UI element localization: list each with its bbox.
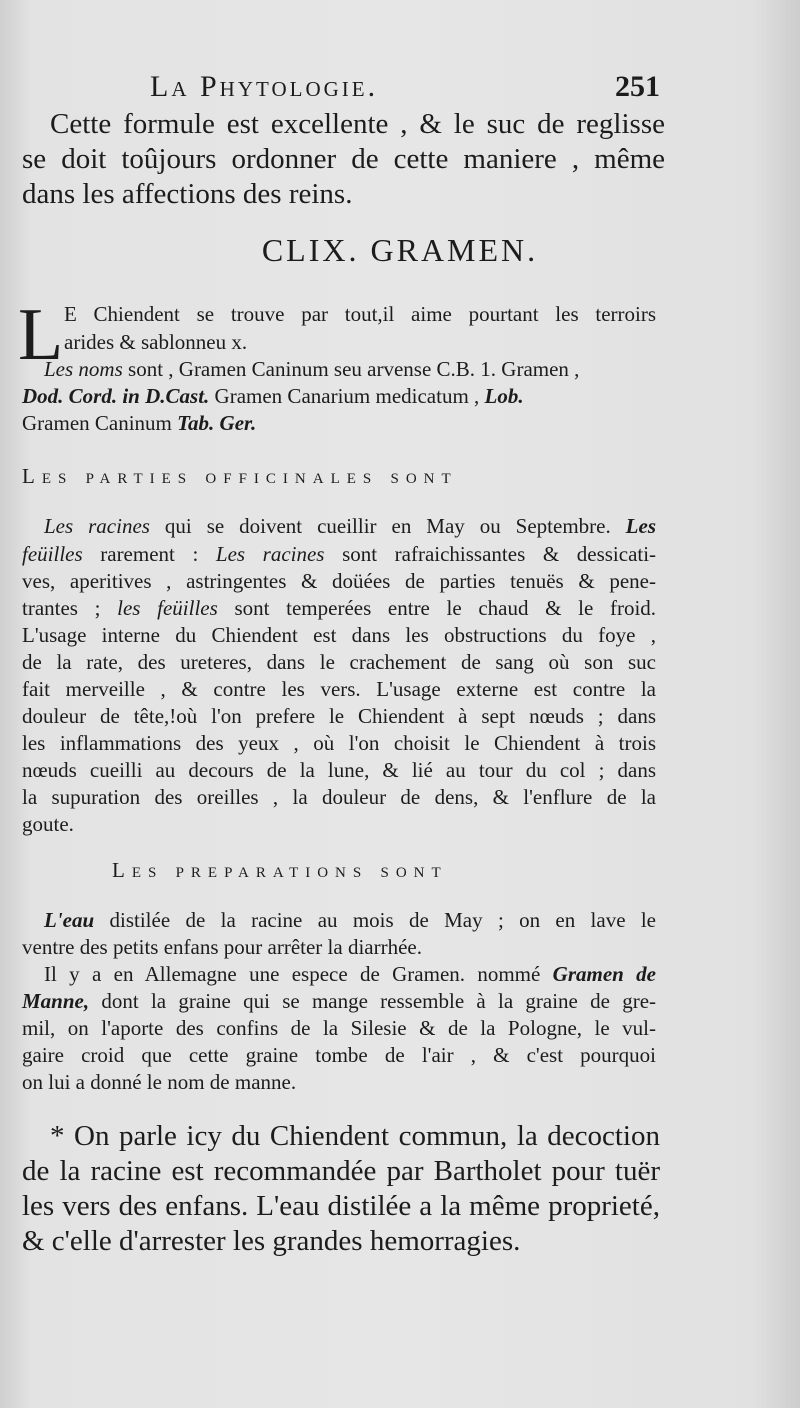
parts-line: nœuds cueilli au decours de la lune, & lié au tour du col ; dans [22,758,656,782]
parts-line: feüilles rarement : Les racines sont rafraichissantes & dessicati- [22,542,657,566]
preparations-line: Manne, dont la graine qui se mange ressemble à la graine de gre- [22,989,657,1013]
intro-line: Cette formule est excellente , & le suc de reglisse [50,108,665,140]
parts-line: la supuration des oreilles , la douleur de dens, & l'enflure de la [22,785,656,809]
chapter-title: CLIX. GRAMEN. [261,232,539,268]
drop-cap: L [18,294,64,376]
parts-line: douleur de tête,!où l'on prefere le Chiendent à sept nœuds ; dans [22,704,656,728]
footnote-line: les vers des enfans. L'eau distilée a la même proprieté, [22,1190,660,1222]
intro-line: dans les affections des reins. [22,178,353,210]
parts-line: les inflammations des yeux , où l'on choisit le Chiendent à trois [22,731,656,755]
running-title: La Phytologie. [150,70,379,103]
page-number: 251 [615,70,660,103]
names-reference: Dod. Cord. in D.Cast. [22,384,210,408]
parts-line: goute. [22,812,74,836]
parts-line: trantes ; les feüilles sont temperées entre le chaud & le froid. [22,596,657,620]
preparations-line: Il y a en Allemagne une espece de Gramen. nommé Gramen de [44,962,656,986]
names-reference: Lob. [484,384,524,408]
footnote-line: de la racine est recommandée par Bartholet pour tuër [22,1155,660,1187]
parts-line: de la rate, des ureteres, dans le crachement de sang où son suc [22,650,656,674]
section-heading-preparations: Les preparations sont [112,858,448,882]
names-line-3 [22,411,256,436]
names-label: Les noms [44,357,123,381]
preparations-line: L'eau distilée de la racine au mois de May ; on en lave le [44,908,657,932]
names-text: sont , Gramen Caninum seu arvense C.B. [128,357,476,381]
footnote-line: * On parle icy du Chiendent commun, la decoction [50,1120,660,1152]
names-reference: Tab. Ger. [177,411,257,435]
intro-line: se doit toûjours ordonner de cette maniere , même [22,143,665,175]
names-line-2 [22,384,656,409]
preparations-line: mil, on l'aporte des confins de la Silesie & de la Pologne, le vul- [22,1016,656,1040]
preparations-line: gaire croid que cette graine tombe de l'air , & c'est pourquoi [22,1043,656,1067]
preparations-line: on lui a donné le nom de manne. [22,1070,297,1094]
parts-line: fait merveille , & contre les vers. L'usage externe est contre la [22,677,656,701]
names-text: Gramen Caninum [22,411,172,435]
parts-line: L'usage interne du Chiendent est dans les obstructions du foye , [22,623,656,647]
preparations-line: ventre des petits enfans pour arrêter la diarrhée. [22,935,422,959]
names-text: Gramen Canarium medicatum , [214,384,480,408]
section-heading-parts: Les parties officinales sont [22,464,458,488]
footnote-line: & c'elle d'arrester les grandes hemorragies. [22,1225,521,1257]
description-line: E Chiendent se trouve par tout,il aime pourtant les terroirs [64,302,656,326]
parts-line: Les racines qui se doivent cueillir en May ou Septembre. Les [44,514,656,538]
description-line: arides & sablonneu x. [64,330,248,354]
parts-line: ves, aperitives , astringentes & doüées de parties tenuës & pene- [22,569,656,593]
names-line-1 [44,357,656,382]
names-reference: 1. Gramen , [480,357,580,381]
